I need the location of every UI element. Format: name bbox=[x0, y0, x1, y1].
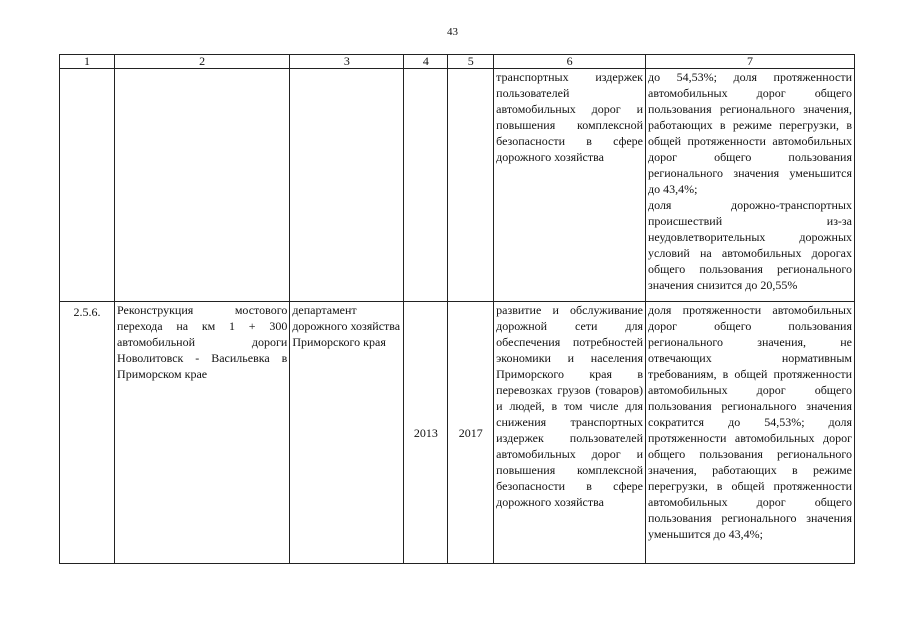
table-row-continuation bbox=[60, 69, 855, 302]
cont-cell-executor bbox=[290, 69, 404, 302]
header-col-4: 4 bbox=[404, 55, 448, 69]
header-col-3: 3 bbox=[290, 55, 404, 69]
cont-indicator-paragraph-2: доля дорожно-транспортных происшествий из-за неудовлетворительных дорожных условий на автомобильных дорогах общего пользования регионального значения снизится до 20,55% bbox=[648, 198, 852, 292]
header-col-1: 1 bbox=[60, 55, 115, 69]
header-row bbox=[60, 55, 855, 69]
row-indicators: доля протяженности автомобильных дорог общего пользования регионального значения, не отвечающих нормативным требованиям, в общей протяженности автомобильных дорог общего пользования регионального значения сократится до 54,53%; доля протяженности автомобильных дорог общего пользования регионального значения, работающих в режиме перегрузки, в общей протяженности автомобильных дорог общего пользования регионального значения уменьшится до 43,4%; bbox=[646, 302, 855, 564]
cont-cell-start bbox=[404, 69, 448, 302]
cont-cell-name bbox=[115, 69, 290, 302]
program-table bbox=[59, 54, 855, 564]
row-end-year: 2017 bbox=[448, 302, 494, 564]
header-col-5: 5 bbox=[448, 55, 494, 69]
header-col-6: 6 bbox=[494, 55, 646, 69]
row-name: Реконструкция мостового перехода на км 1 + 300 автомобильной дороги Новолитовск - Васильевка в Приморском крае bbox=[115, 302, 290, 564]
row-start-year: 2013 bbox=[404, 302, 448, 564]
cont-cell-num bbox=[60, 69, 115, 302]
cont-cell-indicators bbox=[646, 69, 855, 302]
row-executor: департамент дорожного хозяйства Приморского края bbox=[290, 302, 404, 564]
header-col-7: 7 bbox=[646, 55, 855, 69]
table-row-2-5-6 bbox=[60, 302, 855, 564]
cont-cell-end bbox=[448, 69, 494, 302]
page-number: 43 bbox=[447, 26, 458, 38]
row-number: 2.5.6. bbox=[60, 302, 115, 564]
row-objective: развитие и обслуживание дорожной сети для обеспечения потребностей экономики и населения Приморского края в перевозках грузов (товаров) и людей, в том числе для снижения транспортных издержек пользователей автомобильных дорог и повышения комплексной безопасности в сфере дорожного хозяйства bbox=[494, 302, 646, 564]
cont-indicator-paragraph-1: до 54,53%; доля протяженности автомобильных дорог общего пользования регионального значения, работающих в режиме перегрузки, в общей протяженности автомобильных дорог общего пользования регионального значения уменьшится до 43,4%; bbox=[648, 70, 852, 196]
header-col-2: 2 bbox=[115, 55, 290, 69]
cont-cell-objective: транспортных издержек пользователей автомобильных дорог и повышения комплексной безопасности в сфере дорожного хозяйства bbox=[494, 69, 646, 302]
